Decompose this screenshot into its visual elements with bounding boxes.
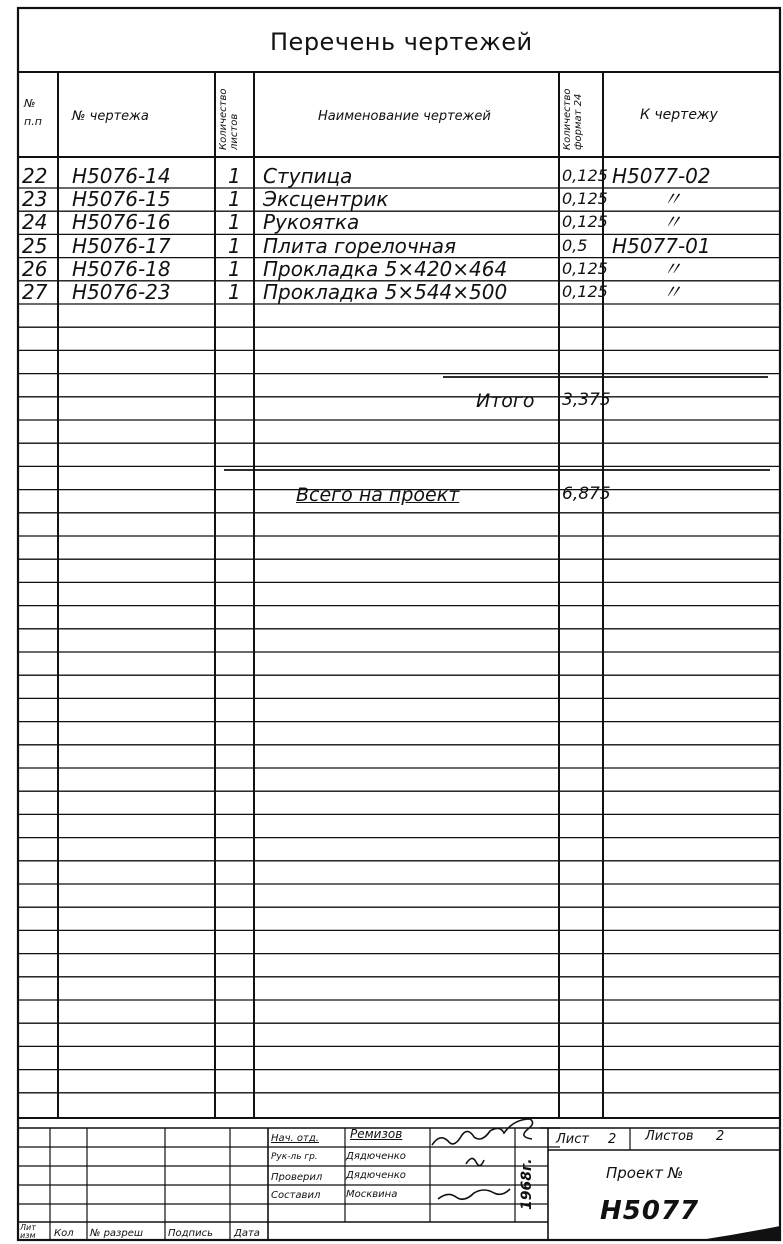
row-drawing-number: Н5076-18 (72, 256, 171, 281)
tb-col-date: Дата (234, 1228, 260, 1239)
row-sheets-count: 1 (228, 187, 241, 212)
subtotal-label: Итого (476, 390, 535, 412)
row-drawing-name: Ступица (263, 164, 353, 188)
row-drawing-number: Н5076-16 (72, 210, 171, 235)
row-drawing-name: Рукоятка (263, 210, 360, 235)
row-drawing-number: Н5076-17 (72, 233, 171, 258)
signature-head-dept (432, 1119, 533, 1145)
header-drawing-name: Наименование чертежей (318, 109, 491, 124)
header-row-number: № п.п (24, 97, 42, 128)
tb-col-permit: № разреш (90, 1228, 144, 1239)
total-value: 6,875 (562, 484, 611, 504)
tb-project-label: Проект № (606, 1164, 684, 1182)
row-drawing-name: Прокладка 5×420×464 (263, 256, 508, 281)
header-sheets-count: Количество листов (218, 88, 240, 150)
page-corner-curl (700, 1226, 780, 1240)
row-number: 22 (22, 164, 48, 188)
row-sheets-count: 1 (228, 233, 241, 258)
row-format-count: 0,5 (562, 235, 588, 255)
row-to-drawing: 〃 (662, 280, 682, 304)
row-drawing-number: Н5076-14 (72, 164, 171, 188)
tb-group-lead-label: Рук-ль гр. (271, 1152, 318, 1162)
tb-head-dept-label: Нач. отд. (271, 1133, 319, 1144)
tb-sheets-label: Листов (645, 1129, 694, 1144)
row-format-count: 0,125 (562, 166, 608, 185)
row-format-count: 0,125 (562, 258, 608, 278)
row-number: 27 (22, 280, 48, 304)
row-to-drawing: Н5077-01 (612, 233, 711, 258)
row-sheets-count: 1 (228, 210, 241, 235)
header-to-drawing: К чертежу (640, 107, 718, 123)
tb-checked-label: Проверил (271, 1172, 323, 1183)
tb-sheet-value: 2 (608, 1132, 617, 1147)
row-format-count: 0,125 (562, 282, 608, 301)
subtotal-value: 3,375 (562, 390, 611, 410)
row-drawing-number: Н5076-15 (72, 187, 171, 212)
tb-sheets-value: 2 (716, 1129, 725, 1144)
page-title: Перечень чертежей (270, 28, 533, 56)
row-drawing-number: Н5076-23 (72, 280, 171, 304)
row-sheets-count: 1 (228, 164, 241, 188)
signature-prepared (438, 1189, 510, 1199)
tb-checked-name: Дядюченко (346, 1170, 406, 1181)
tb-year: 1968г. (519, 1158, 535, 1210)
row-to-drawing: 〃 (662, 256, 682, 281)
row-format-count: 0,125 (562, 212, 608, 232)
tb-col-sign: Подпись (168, 1228, 213, 1239)
row-to-drawing: 〃 (662, 210, 682, 235)
row-number: 26 (22, 256, 48, 281)
tb-sheet-label: Лист (556, 1132, 589, 1147)
signature-group-lead (466, 1158, 484, 1165)
tb-group-lead-name: Дядюченко (346, 1151, 406, 1162)
total-label: Всего на проект (296, 484, 460, 506)
row-to-drawing: Н5077-02 (612, 164, 711, 188)
row-number: 25 (22, 233, 48, 258)
tb-prepared-label: Составил (271, 1190, 321, 1201)
row-sheets-count: 1 (228, 256, 241, 281)
row-drawing-name: Прокладка 5×544×500 (263, 280, 508, 304)
header-format-count: Количество формат 24 (562, 88, 584, 150)
tb-project-code: Н5077 (600, 1196, 700, 1226)
tb-prepared-name: Москвина (346, 1189, 398, 1200)
tb-col-rev: Лит изм (20, 1223, 36, 1241)
row-format-count: 0,125 (562, 189, 608, 209)
row-to-drawing: 〃 (662, 187, 682, 212)
tb-col-qty: Кол (54, 1228, 74, 1239)
row-sheets-count: 1 (228, 280, 241, 304)
header-drawing-number: № чертежа (72, 109, 149, 124)
tb-head-dept-name: Ремизов (350, 1127, 403, 1141)
row-number: 23 (22, 187, 48, 212)
row-drawing-name: Эксцентрик (263, 187, 389, 212)
row-number: 24 (22, 210, 48, 235)
row-drawing-name: Плита горелочная (263, 233, 457, 258)
